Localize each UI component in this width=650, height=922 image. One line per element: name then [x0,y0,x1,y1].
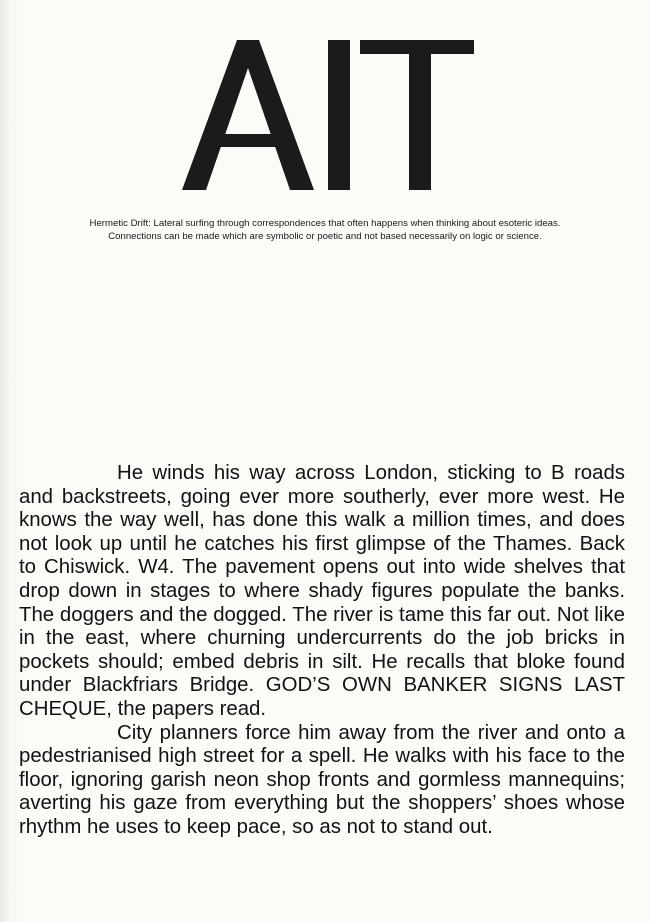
page-title [182,40,474,190]
title-letter-t-stem [409,40,431,190]
title-caption [40,218,610,243]
title-letter-a [182,40,314,190]
title-letter-a-crossbar [212,134,284,147]
story-text [19,462,625,840]
story-paragraph-1: He winds his way across London, sticking to B roads and backstreets, going ever more southerly, ever more west. He knows the way well, has done this walk a million times, and does not look up until he catches his first glimpse of the Thames. Back to Chiswick. W4. The pavement opens out into wide shelves that drop down in stages to where shady figures populate the banks. The doggers and the dogged. The river is tame this far out. Not like in the east, where churning undercurrents do the job bricks in pockets should; embed debris in silt. He recalls that bloke found under Blackfriars Bridge. GOD’S OWN BANKER SIGNS LAST CHEQUE, the papers read. [19,462,625,720]
caption-line-2: Connections can be made which are symbolic or poetic and not based necessarily on logic or science. [108,230,542,242]
title-wordmark [182,40,474,190]
caption-line-1: Hermetic Drift: Lateral surfing through correspondences that often happens when thinking about esoteric ideas. [89,218,561,229]
title-letter-i [328,40,350,190]
story-paragraph-2: City planners force him away from the river and onto a pedestrianised high street for a spell. He walks with his face to the floor, ignoring garish neon shop fronts and gormless mannequins; averting his gaze from everything but the shoppers’ shoes whose rhythm he uses to keep pace, so as not to stand out. [19,721,625,838]
